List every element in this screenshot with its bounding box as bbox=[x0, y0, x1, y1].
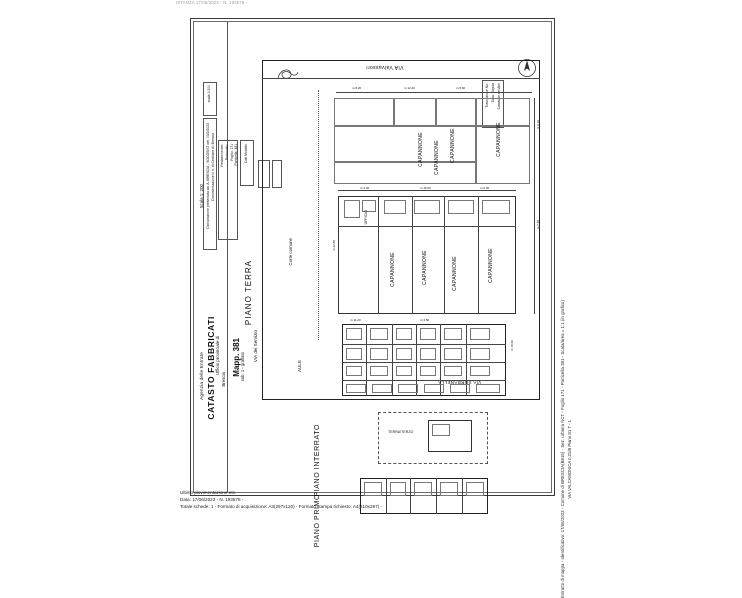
scale-label: Scala 1: 200 bbox=[199, 184, 204, 209]
shed-div-1 bbox=[378, 196, 379, 314]
ofc-room-c bbox=[396, 328, 412, 340]
right-meta-line-2: Data. Stipula bbox=[491, 83, 495, 103]
agency-label: Agenzia delle Entrate bbox=[199, 352, 204, 400]
document-top-header: ISTANZA 17/06/2023 - N. 193578 - bbox=[176, 0, 248, 5]
ground-floor-title: PIANO TERRA bbox=[244, 260, 253, 326]
shed-label-8: CAPANNONE bbox=[488, 248, 494, 283]
ofc-room-v bbox=[424, 384, 444, 393]
shed-div-2 bbox=[412, 196, 413, 314]
ofc-room-p bbox=[420, 366, 436, 376]
scale-field-value: scala 1:200 bbox=[207, 85, 211, 103]
info-box-left-meta bbox=[218, 140, 238, 240]
shed-div-4 bbox=[478, 196, 479, 314]
street-top-line bbox=[262, 78, 540, 79]
ofc-room-g bbox=[346, 348, 362, 360]
ofc-room-q bbox=[444, 366, 462, 376]
shed-sub-g bbox=[334, 162, 476, 184]
dim-line-top bbox=[336, 92, 532, 93]
ofc-div-v2 bbox=[392, 324, 393, 396]
doc-ref-line-2: Documentazione in n. di Cedolare di: Brescia bbox=[211, 133, 215, 201]
stamp-line: Dati Modello bbox=[244, 144, 248, 163]
dim-label-2: m 12.40 bbox=[404, 86, 415, 90]
left-meta-line-1: Redazione del: bbox=[220, 144, 224, 167]
dim-label-4: m 9.10 bbox=[536, 120, 540, 130]
shed-label-5: CAPANNONE bbox=[390, 252, 396, 287]
office-city: Brescia bbox=[221, 372, 226, 387]
left-meta-line-3: Foglio: 171 bbox=[230, 144, 234, 161]
ofc-room-s bbox=[346, 384, 366, 393]
shed-label-3: CAPANNONE bbox=[450, 128, 456, 163]
dim-label-1: m 8.20 bbox=[352, 86, 362, 90]
shed-div-3 bbox=[444, 196, 445, 314]
dim-label-9: m 11.20 bbox=[350, 318, 361, 322]
office-subtitle: Ufficio provinciale di bbox=[215, 336, 220, 375]
courtyard-label: Corte comune bbox=[288, 238, 293, 266]
shed-sub-f bbox=[476, 126, 530, 184]
map-parcel-sub: sub. 1 - graffato bbox=[240, 352, 245, 382]
shed-label-4: CAPANNONE bbox=[496, 122, 502, 157]
right-margin-text: Estratto di mappa - Identificativo: 17/06/2023 - Comune di BRESCIA(B815) - Sez. urbana NCT - Foglio 171 - Particella 381 - Scala/area = 1:1 (in grafico) bbox=[560, 300, 565, 598]
ofc-room-k bbox=[444, 348, 462, 360]
dim-label-7: m 15.00 bbox=[420, 186, 431, 190]
info-box-scale-field bbox=[203, 82, 217, 116]
ofc-room-i bbox=[396, 348, 412, 360]
ofc-room-n bbox=[370, 366, 388, 376]
ofc-room-b bbox=[370, 328, 388, 340]
ff-room-e bbox=[466, 482, 484, 496]
dim-label-8: m 6.30 bbox=[480, 186, 490, 190]
ofc-room-x bbox=[476, 384, 500, 393]
dim-line-right bbox=[534, 98, 535, 314]
right-meta-line-1: Trascrizione No: bbox=[485, 83, 489, 108]
ff-room-b bbox=[390, 482, 406, 496]
shed-small-3 bbox=[384, 200, 406, 214]
ff-div-v3 bbox=[436, 478, 437, 514]
shed-small-6 bbox=[482, 200, 510, 214]
dim-line-mid bbox=[338, 190, 516, 191]
ofc-room-t bbox=[372, 384, 392, 393]
left-meta-line-2: Protocollo: bbox=[225, 144, 229, 161]
ofc-room-u bbox=[398, 384, 418, 393]
shed-sub-a bbox=[334, 98, 394, 126]
dim-label-3: m 5.60 bbox=[456, 86, 466, 90]
basement-title: PIANO INTERRATO bbox=[314, 424, 321, 497]
classrooms-label: AULE bbox=[297, 360, 302, 373]
ofc-room-w bbox=[450, 384, 470, 393]
dim-label-5: m 7.40 bbox=[536, 220, 540, 230]
office-title: CATASTO FABBRICATI bbox=[206, 316, 216, 420]
ff-div-v2 bbox=[410, 478, 411, 514]
info-box-stamp bbox=[240, 140, 254, 186]
footer-line-1: Ultimo plovimentazione etc. bbox=[180, 490, 237, 495]
shed-label-1: CAPANNONE bbox=[418, 132, 424, 167]
shed-small-5 bbox=[448, 200, 474, 214]
ofc-room-f bbox=[470, 328, 490, 340]
ff-room-c bbox=[414, 482, 432, 496]
dim-label-11: m 22.80 bbox=[332, 240, 336, 251]
ff-room-d bbox=[440, 482, 458, 496]
document-footer bbox=[180, 489, 382, 510]
ofc-div-h2 bbox=[342, 362, 506, 363]
map-parcel-label: Mapp. 381 bbox=[232, 338, 241, 377]
basement-room-sub bbox=[432, 424, 450, 436]
service-street-label: VIA dei Servizio bbox=[253, 330, 258, 363]
street-label-sorbanella: VIA SORBANELLA bbox=[438, 380, 482, 385]
shed-small-1 bbox=[344, 200, 360, 218]
ofc-div-h3 bbox=[342, 380, 506, 381]
ofc-room-d bbox=[420, 328, 436, 340]
ofc-room-l bbox=[470, 348, 490, 360]
shed-sub-b bbox=[394, 98, 436, 126]
ofc-room-h bbox=[370, 348, 388, 360]
shed-label-6: CAPANNONE bbox=[422, 250, 428, 285]
ofc-room-m bbox=[346, 366, 362, 376]
ofc-div-v1 bbox=[366, 324, 367, 396]
shed-div-h1 bbox=[338, 226, 516, 227]
ff-div-v1 bbox=[386, 478, 387, 514]
street-label-valvassori: VIA Valvassori bbox=[366, 64, 404, 70]
ofc-room-j bbox=[420, 348, 436, 360]
ofc-room-o bbox=[396, 366, 412, 376]
basement-label: TERRA/TERZO bbox=[388, 430, 414, 434]
shed-label-7: CAPANNONE bbox=[452, 256, 458, 291]
ofc-room-r bbox=[470, 366, 490, 376]
shed-sub-d bbox=[476, 98, 530, 126]
left-meta-line-4: Particella: 381 bbox=[234, 144, 238, 166]
ofc-div-h1 bbox=[342, 344, 506, 345]
shed-sub-c bbox=[436, 98, 476, 126]
dim-label-10: m 3.50 bbox=[420, 318, 430, 322]
first-floor-title: PIANO PRIMO bbox=[314, 494, 321, 548]
office-room-label: UFFICIO bbox=[364, 210, 368, 225]
footer-line-3: Totale schede: 1 - Formato di acquisizione: A3(297x120) - Formato stampa richiesto: A4(210x297) - bbox=[180, 504, 382, 509]
ff-div-v4 bbox=[462, 478, 463, 514]
courtyard-edge bbox=[318, 90, 319, 340]
right-meta-line-3: Catastale del Altri bbox=[497, 83, 501, 110]
ofc-room-e bbox=[444, 328, 462, 340]
info-box-doc-ref bbox=[203, 118, 217, 250]
footer-line-2: Data: 17/06/2023 - N. 193578 - bbox=[180, 497, 244, 502]
dim-label-6: m 4.20 bbox=[360, 186, 370, 190]
dim-label-12: m 18.60 bbox=[510, 340, 514, 351]
shed-small-4 bbox=[414, 200, 440, 214]
ofc-room-a bbox=[346, 328, 362, 340]
doc-ref-line-1: Dichiarazione presentata da: A. BRESCIA - SOCOSIST del. 03/2/2023 bbox=[206, 123, 210, 229]
right-margin-address: VIA VALCAMONICA n.21/B Piano S1 T - 1 bbox=[567, 420, 572, 499]
shed-label-2: CAPANNONE bbox=[434, 140, 440, 175]
